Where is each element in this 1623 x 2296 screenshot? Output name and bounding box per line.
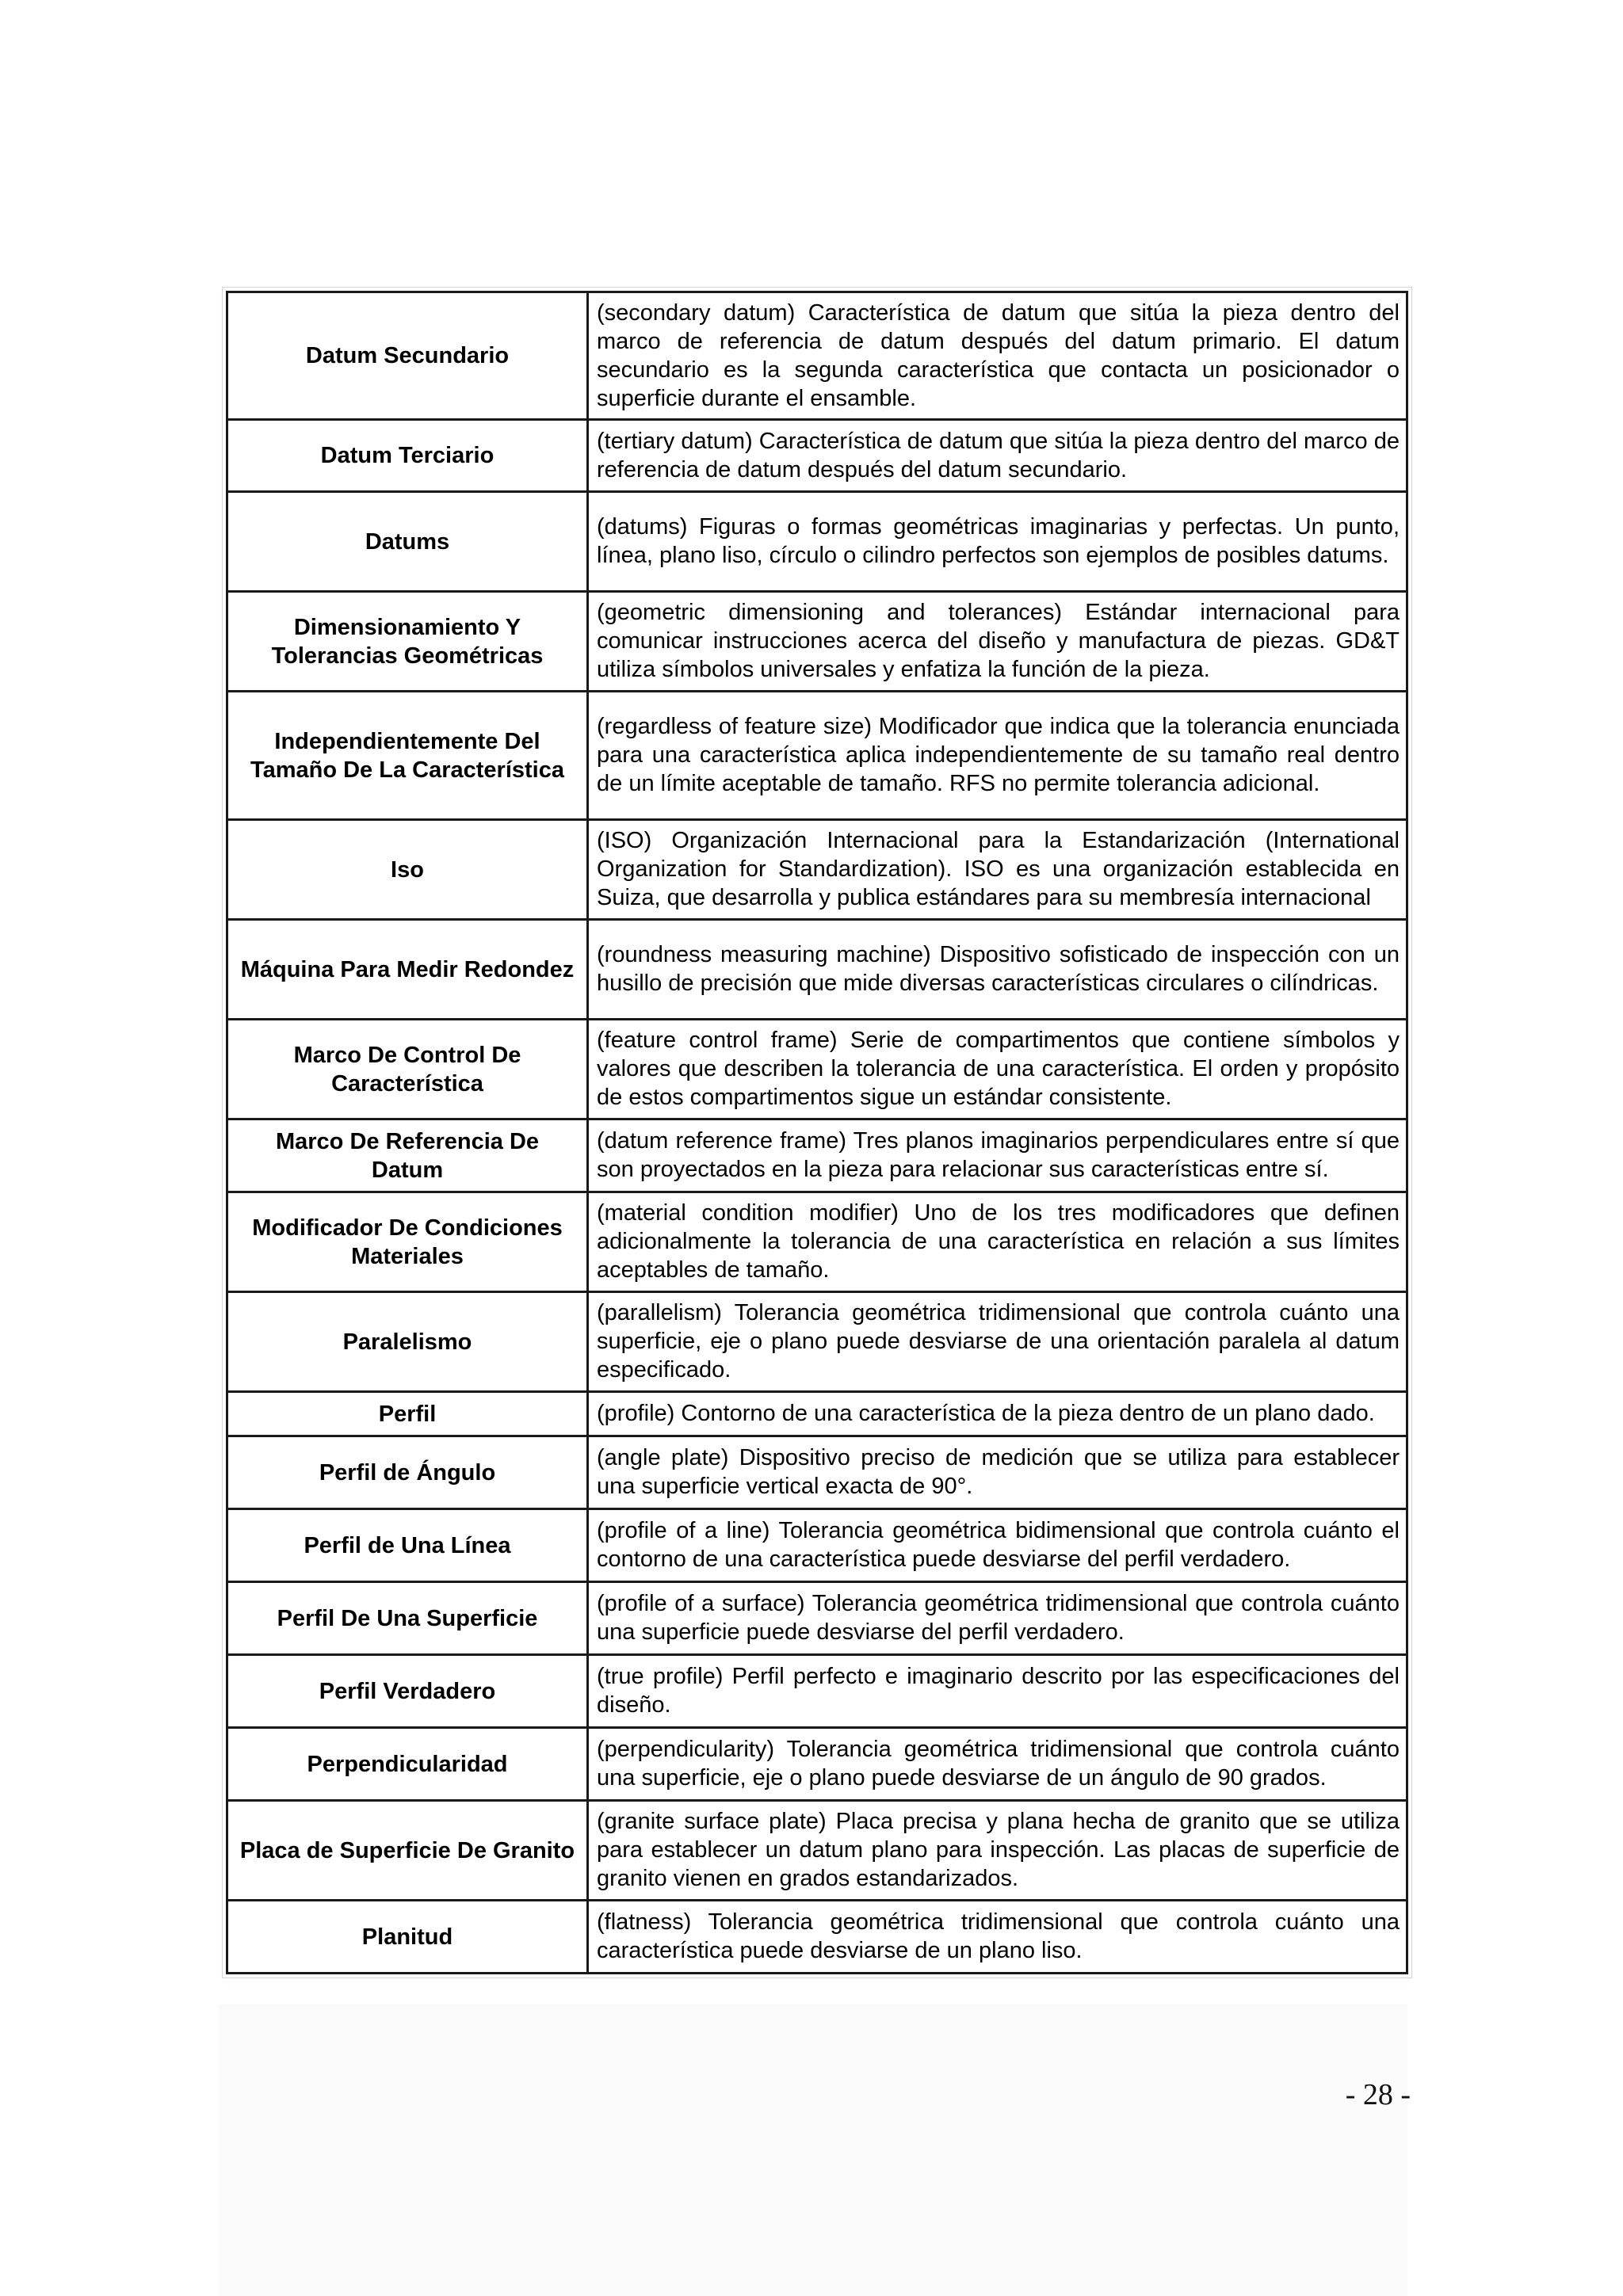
term-cell: Paralelismo xyxy=(227,1292,588,1392)
definition-cell: (feature control frame) Serie de compartimentos que contiene símbolos y valores que describen la tolerancia de una característica. El orden y propósito de estos compartimentos sigue un estándar consistente. xyxy=(588,1020,1407,1119)
term-cell: Iso xyxy=(227,820,588,920)
table-row xyxy=(227,1509,1407,1582)
definition-cell: (flatness) Tolerancia geométrica tridimensional que controla cuánto una característica puede desviarse de un plano liso. xyxy=(588,1901,1407,1974)
term-cell: Marco De Referencia De Datum xyxy=(227,1119,588,1192)
table-row xyxy=(227,1801,1407,1901)
page-bottom-shade xyxy=(219,2004,1407,2296)
table-row xyxy=(227,1119,1407,1192)
definition-cell: (geometric dimensioning and tolerances) Estándar internacional para comunicar instrucciones acerca del diseño y manufactura de piezas. GD&T utiliza símbolos universales y enfatiza la función de la pieza. xyxy=(588,592,1407,692)
definition-cell: (material condition modifier) Uno de los tres modificadores que definen adicionalmente la tolerancia de una característica en relación a sus límites aceptables de tamaño. xyxy=(588,1192,1407,1292)
definition-cell: (angle plate) Dispositivo preciso de medición que se utiliza para establecer una superficie vertical exacta de 90°. xyxy=(588,1436,1407,1509)
term-cell: Dimensionamiento Y Tolerancias Geométricas xyxy=(227,592,588,692)
table-row xyxy=(227,820,1407,920)
definition-cell: (profile) Contorno de una característica de la pieza dentro de un plano dado. xyxy=(588,1392,1407,1436)
table-row xyxy=(227,1436,1407,1509)
term-cell: Perfil xyxy=(227,1392,588,1436)
table-row xyxy=(227,1192,1407,1292)
definition-cell: (perpendicularity) Tolerancia geométrica tridimensional que controla cuánto una superficie, eje o plano puede desviarse de un ángulo de 90 grados. xyxy=(588,1728,1407,1801)
table-row xyxy=(227,592,1407,692)
definition-cell: (secondary datum) Característica de datum que sitúa la pieza dentro del marco de referencia de datum después del datum primario. El datum secundario es la segunda característica que contacta un posicionador o superficie durante el ensamble. xyxy=(588,292,1407,420)
table-row xyxy=(227,920,1407,1020)
term-cell: Independientemente Del Tamaño De La Característica xyxy=(227,692,588,820)
table-row xyxy=(227,1728,1407,1801)
term-cell: Perfil de Una Línea xyxy=(227,1509,588,1582)
definition-cell: (parallelism) Tolerancia geométrica tridimensional que controla cuánto una superficie, eje o plano puede desviarse de una orientación paralela al datum especificado. xyxy=(588,1292,1407,1392)
term-cell: Datum Terciario xyxy=(227,420,588,492)
definition-cell: (tertiary datum) Característica de datum que sitúa la pieza dentro del marco de referencia de datum después del datum secundario. xyxy=(588,420,1407,492)
term-cell: Perfil De Una Superficie xyxy=(227,1582,588,1655)
definition-cell: (datum reference frame) Tres planos imaginarios perpendiculares entre sí que son proyectados en la pieza para relacionar sus características entre sí. xyxy=(588,1119,1407,1192)
definition-cell: (roundness measuring machine) Dispositivo sofisticado de inspección con un husillo de precisión que mide diversas características circulares o cilíndricas. xyxy=(588,920,1407,1020)
definition-cell: (ISO) Organización Internacional para la Estandarización (International Organization for Standardization). ISO es una organización establecida en Suiza, que desarrolla y publica estándares para su membresía internacional xyxy=(588,820,1407,920)
definition-cell: (profile of a line) Tolerancia geométrica bidimensional que controla cuánto el contorno de una característica puede desviarse del perfil verdadero. xyxy=(588,1509,1407,1582)
page-number: - 28 - xyxy=(1345,2078,1411,2111)
term-cell: Perfil de Ángulo xyxy=(227,1436,588,1509)
term-cell: Placa de Superficie De Granito xyxy=(227,1801,588,1901)
table-row xyxy=(227,1292,1407,1392)
term-cell: Datum Secundario xyxy=(227,292,588,420)
definition-cell: (granite surface plate) Placa precisa y plana hecha de granito que se utiliza para establecer un datum plano para inspección. Las placas de superficie de granito vienen en grados estandarizados. xyxy=(588,1801,1407,1901)
table-row xyxy=(227,292,1407,420)
term-cell: Datums xyxy=(227,492,588,592)
table-row xyxy=(227,492,1407,592)
term-cell: Perfil Verdadero xyxy=(227,1655,588,1728)
definition-cell: (regardless of feature size) Modificador que indica que la tolerancia enunciada para una característica aplica independientemente de su tamaño real dentro de un límite aceptable de tamaño. RFS no permite tolerancia adicional. xyxy=(588,692,1407,820)
term-cell: Perpendicularidad xyxy=(227,1728,588,1801)
table-row xyxy=(227,1582,1407,1655)
term-cell: Planitud xyxy=(227,1901,588,1974)
table-row xyxy=(227,692,1407,820)
table-row xyxy=(227,1020,1407,1119)
table-row xyxy=(227,1392,1407,1436)
table-row xyxy=(227,1655,1407,1728)
term-cell: Modificador De Condiciones Materiales xyxy=(227,1192,588,1292)
term-cell: Máquina Para Medir Redondez xyxy=(227,920,588,1020)
glossary-table xyxy=(226,291,1408,1974)
definition-cell: (profile of a surface) Tolerancia geométrica tridimensional que controla cuánto una superficie puede desviarse del perfil verdadero. xyxy=(588,1582,1407,1655)
table-row xyxy=(227,420,1407,492)
table-row xyxy=(227,1901,1407,1974)
definition-cell: (true profile) Perfil perfecto e imaginario descrito por las especificaciones del diseño. xyxy=(588,1655,1407,1728)
term-cell: Marco De Control De Característica xyxy=(227,1020,588,1119)
glossary-table-frame xyxy=(222,287,1412,1978)
definition-cell: (datums) Figuras o formas geométricas imaginarias y perfectas. Un punto, línea, plano liso, círculo o cilindro perfectos son ejemplos de posibles datums. xyxy=(588,492,1407,592)
